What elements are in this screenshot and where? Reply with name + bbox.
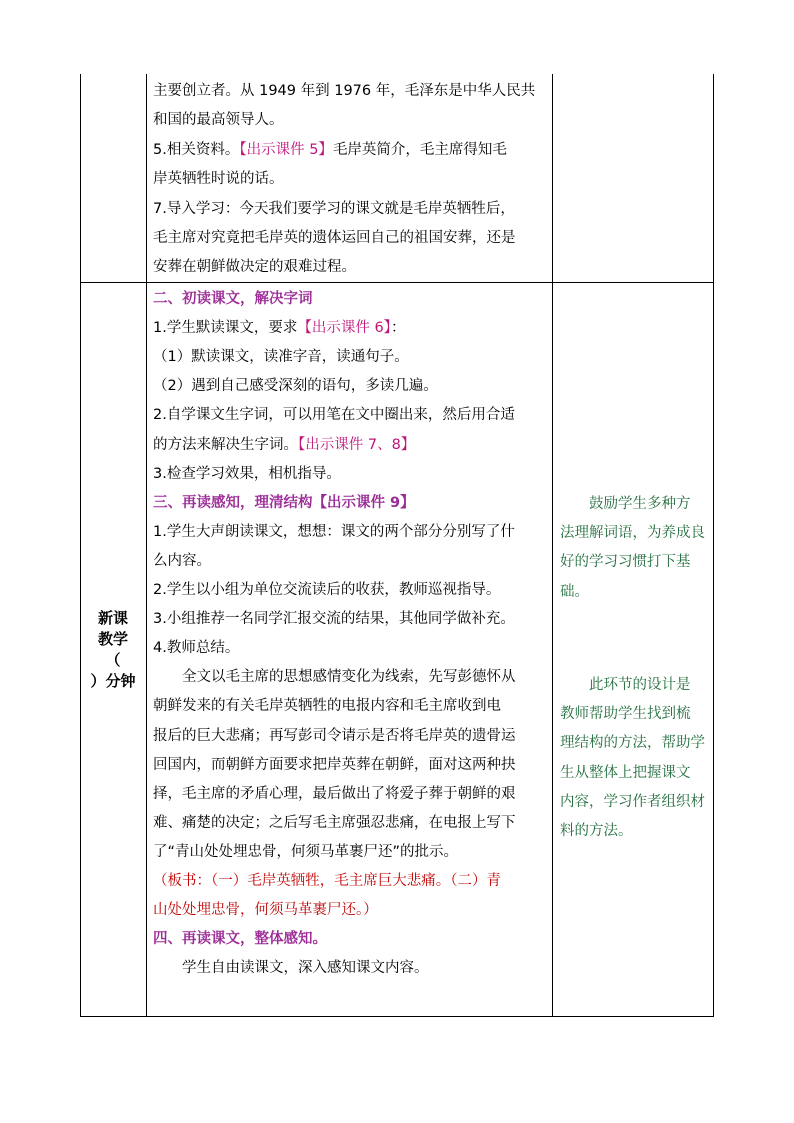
text-run: 报后的巨大悲痛；再写彭司令请示是否将毛岸英的遗骨运 — [153, 727, 516, 744]
row1-line-3 — [153, 139, 507, 161]
row2-line-13 — [153, 637, 239, 659]
row2-line-14 — [153, 666, 516, 688]
text-run: （1）默读课文，读准字音，读通句子。 — [153, 349, 409, 366]
text-run: ： — [390, 320, 406, 337]
text-run: 主要创立者。从 1949 年到 1976 年，毛泽东是中华人民共 — [153, 83, 536, 99]
row2-line-18 — [153, 783, 516, 805]
text-run: 【出示课件 5】 — [239, 141, 333, 158]
row2-line-16 — [153, 725, 516, 747]
text-run: 岸英牺牲时说的话。 — [153, 171, 284, 188]
note-line: 鼓励学生多种方 — [560, 496, 691, 512]
row-divider — [80, 282, 714, 283]
row2-line-9 — [153, 521, 515, 543]
row2-line-2 — [153, 317, 405, 339]
text-run: 山处处埋忠骨，何须马革裹尸还。） — [153, 902, 378, 919]
note-line: 法理解词语，为养成良 — [560, 525, 705, 542]
text-run: 了“青山处处埋忠骨，何须马革裹尸还”的批示。 — [153, 843, 459, 860]
section-label — [81, 283, 145, 1016]
note-line: 础。 — [560, 583, 589, 600]
row1-line-4 — [153, 168, 284, 190]
row2-line-23 — [153, 928, 327, 950]
text-run: 3.检查学习效果，相机指导。 — [153, 465, 341, 482]
note-line: 此环节的设计是 — [560, 677, 691, 693]
label-line-4: ）分钟 — [90, 671, 136, 690]
text-run: 【出示课件 6】 — [297, 320, 391, 337]
row2-line-24 — [153, 957, 429, 979]
row2-line-10 — [153, 550, 211, 572]
note-line: 料的方法。 — [560, 823, 633, 839]
note-line: 好的学习习惯打下基 — [560, 554, 691, 571]
text-run: 4.教师总结。 — [153, 640, 240, 657]
label-line-2: 教学 — [97, 629, 128, 648]
text-run: 全文以毛主席的思想感情变化为线索，先写彭德怀从 — [153, 669, 516, 686]
text-run: 三、再读感知，理清结构【出示课件 9】 — [153, 494, 415, 511]
text-run: 1.学生大声朗读课文，想想：课文的两个部分分别写了什 — [153, 523, 515, 540]
text-run: 【出示课件 7、8】 — [298, 436, 416, 453]
table-border-bottom — [80, 1016, 714, 1017]
row2-line-19 — [153, 812, 516, 834]
text-run: 二、初读课文，解决字词 — [153, 291, 313, 307]
text-run: 四、再读课文，整体感知。 — [153, 931, 327, 948]
text-run: 1.学生默读课文，要求 — [153, 320, 298, 337]
text-run: （板书：（一）毛岸英牺牲，毛主席巨大悲痛。（二）青 — [153, 873, 501, 889]
text-run: 2.学生以小组为单位交流读后的收获，教师巡视指导。 — [153, 582, 501, 598]
row1-line-6 — [153, 227, 516, 249]
row2-line-22 — [153, 899, 378, 921]
row2-line-3 — [153, 346, 409, 368]
row2-line-21 — [153, 870, 501, 892]
label-line-3: （ — [105, 650, 121, 669]
text-run: 7.导入学习：今天我们要学习的课文就是毛岸英牺牲后， — [153, 200, 515, 217]
note-line: 内容，学习作者组织材 — [560, 793, 705, 810]
text-run: 难、痛楚的决定；之后写毛主席强忍悲痛，在电报上写下 — [153, 814, 516, 831]
row2-line-7 — [153, 463, 341, 485]
text-run: 毛岸英简介，毛主席得知毛 — [332, 141, 507, 158]
row2-line-15 — [153, 695, 501, 717]
text-run: 5.相关资料。 — [153, 141, 240, 158]
text-run: 安葬在朝鲜做决定的艰难过程。 — [153, 259, 356, 276]
row1-line-5 — [153, 198, 515, 220]
text-run: 回国内，而朝鲜方面要求把岸英葬在朝鲜，面对这两种抉 — [153, 756, 516, 773]
text-run: 朝鲜发来的有关毛岸英牺牲的电报内容和毛主席收到电 — [153, 698, 501, 715]
row2-line-1 — [153, 288, 313, 310]
table-divider-2 — [552, 74, 553, 1017]
note-line: 理结构的方法，帮助学 — [560, 735, 705, 752]
text-run: 3.小组推荐一名同学汇报交流的结果，其他同学做补充。 — [153, 611, 515, 628]
text-run: 毛主席对究竟把毛岸英的遗体运回自己的祖国安葬，还是 — [153, 230, 516, 246]
row2-line-20 — [153, 841, 458, 863]
table-divider-1 — [146, 74, 147, 1017]
note-line: 教师帮助学生找到梳 — [560, 706, 691, 723]
text-run: 的方法来解决生字词。 — [153, 436, 298, 453]
row2-line-12 — [153, 608, 515, 630]
text-run: 和国的最高领导人。 — [153, 112, 284, 129]
row1-line-7 — [153, 256, 356, 278]
text-run: 学生自由读课文，深入感知课文内容。 — [153, 960, 429, 977]
row2-line-17 — [153, 754, 516, 776]
row2-line-5 — [153, 404, 515, 426]
text-run: 2.自学课文生字词，可以用笔在文中圈出来，然后用合适 — [153, 407, 515, 424]
text-run: （2）遇到自己感受深刻的语句，多读几遍。 — [153, 378, 438, 395]
row2-line-6 — [153, 434, 415, 456]
text-run: 么内容。 — [153, 552, 211, 569]
note-line: 生从整体上把握课文 — [560, 764, 691, 781]
row1-line-2 — [153, 109, 284, 131]
label-line-1: 新课 — [97, 608, 128, 627]
table-border-right — [713, 74, 714, 1017]
text-run: 择，毛主席的矛盾心理，最后做出了将爱子葬于朝鲜的艰 — [153, 785, 516, 802]
row2-line-11 — [153, 579, 500, 601]
row1-line-1 — [153, 80, 535, 102]
row2-line-8 — [153, 492, 415, 514]
row2-line-4 — [153, 375, 438, 397]
